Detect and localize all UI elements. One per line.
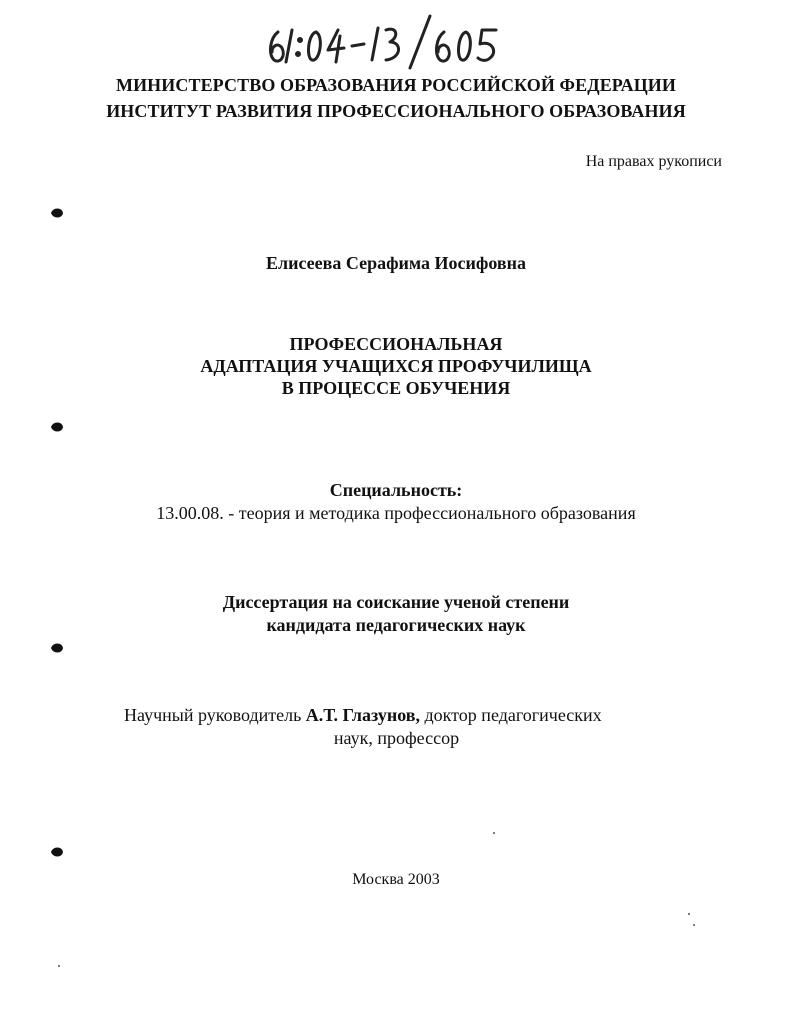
scan-speck xyxy=(688,913,690,915)
binding-hole-mark xyxy=(50,207,64,219)
author-name: Елисеева Серафима Иосифовна xyxy=(265,253,527,273)
supervisor-line-1 xyxy=(124,704,669,727)
dissertation-line-1: Диссертация на соискание ученой степени xyxy=(222,592,570,612)
binding-hole-mark xyxy=(50,846,64,858)
specialty-label: Специальность: xyxy=(329,480,463,500)
ministry-header xyxy=(0,72,792,124)
thesis-title xyxy=(0,333,792,399)
supervisor-name: А.Т. Глазунов, xyxy=(305,705,421,725)
dissertation-line-2: кандидата педагогических наук xyxy=(266,615,526,635)
supervisor-suffix: доктор педагогических xyxy=(420,705,602,725)
specialty-value: 13.00.08. - теория и методика профессионального образования xyxy=(156,503,636,523)
scan-speck xyxy=(493,832,495,834)
handwritten-archive-number xyxy=(262,10,522,72)
scan-speck xyxy=(58,965,60,967)
binding-hole-mark xyxy=(50,642,64,654)
binding-hole-mark xyxy=(50,421,64,433)
rights-note: На правах рукописи xyxy=(585,153,722,170)
title-line-3: В ПРОЦЕССЕ ОБУЧЕНИЯ xyxy=(281,378,511,398)
supervisor-prefix: Научный руководитель xyxy=(124,705,306,725)
dissertation-description xyxy=(0,591,792,637)
city-year: Москва 2003 xyxy=(352,871,440,888)
title-line-1: ПРОФЕССИОНАЛЬНАЯ xyxy=(289,334,503,354)
handwritten-archive-number-drawing xyxy=(262,10,522,72)
ministry-line-2: ИНСТИТУТ РАЗВИТИЯ ПРОФЕССИОНАЛЬНОГО ОБРАЗОВАНИЯ xyxy=(106,101,686,121)
ministry-line-1: МИНИСТЕРСТВО ОБРАЗОВАНИЯ РОССИЙСКОЙ ФЕДЕРАЦИИ xyxy=(115,75,676,95)
scan-speck xyxy=(693,924,695,926)
supervisor-block xyxy=(124,704,669,750)
title-line-2: АДАПТАЦИЯ УЧАЩИХСЯ ПРОФУЧИЛИЩА xyxy=(200,356,592,376)
supervisor-line-2: наук, профессор xyxy=(333,728,460,748)
